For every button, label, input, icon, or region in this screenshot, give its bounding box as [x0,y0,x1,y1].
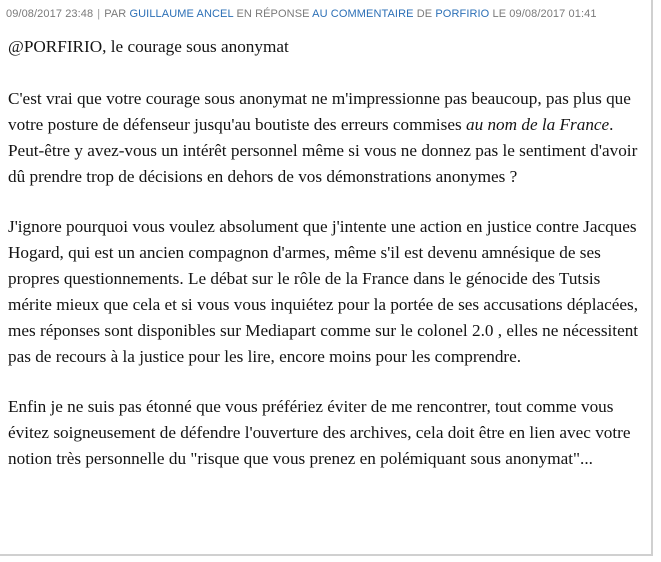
reply-to-link[interactable]: PORFIRIO [435,8,490,20]
paragraph-1-text-a: C'est vrai que votre courage sous anonymat ne m'impressionne pas beaucoup, pas plus que votre posture de défenseur jusqu'au boutiste des erreurs commises [8,89,631,134]
author-link[interactable]: GUILLAUME ANCEL [129,8,234,20]
by-label: PAR [104,8,127,20]
paragraph-1 [8,86,648,190]
paragraph-1-emphasis: au nom de la France [465,115,610,134]
comment-title: @PORFIRIO, le courage sous anonymat [8,37,289,56]
meta-separator: | [97,8,101,20]
comment-link[interactable]: AU COMMENTAIRE [312,8,414,20]
comment-date: 09/08/2017 23:48 [6,8,94,20]
comment-body [8,34,648,496]
paragraph-1-text-b: . Peut-être y avez-vous un intérêt personnel même si vous ne donnez pas le sentiment d'avoir dû prendre trop de décisions en dehors de vos démonstrations anonymes ? [8,115,638,186]
of-label: DE [416,8,433,20]
reply-date: 09/08/2017 01:41 [509,8,597,20]
paragraph-2: J'ignore pourquoi vous voulez absolument que j'intente une action en justice contre Jacques Hogard, qui est un ancien compagnon d'armes, même s'il est devenu amnésique de ses propres questionnements. Le débat sur le rôle de la France dans le génocide des Tutsis mérite mieux que cela et si vous vous inquiétez pour la portée de ses accusations déplacées, mes réponses sont disponibles sur Mediapart comme sur le colonel 2.0 , elles ne nécessitent pas de recours à la justice pour les lire, encore moins pour les comprendre. [8,217,639,366]
le-label: LE [492,8,507,20]
paragraph-3: Enfin je ne suis pas étonné que vous préfériez éviter de me rencontrer, tout comme vous évitez soigneusement de défendre l'ouverture des archives, cela doit être en lien avec votre notion très personnelle du "risque que vous prenez en polémiquant sous anonymat"... [8,397,631,468]
reply-label: EN RÉPONSE [236,8,310,20]
comment-meta [6,8,597,20]
